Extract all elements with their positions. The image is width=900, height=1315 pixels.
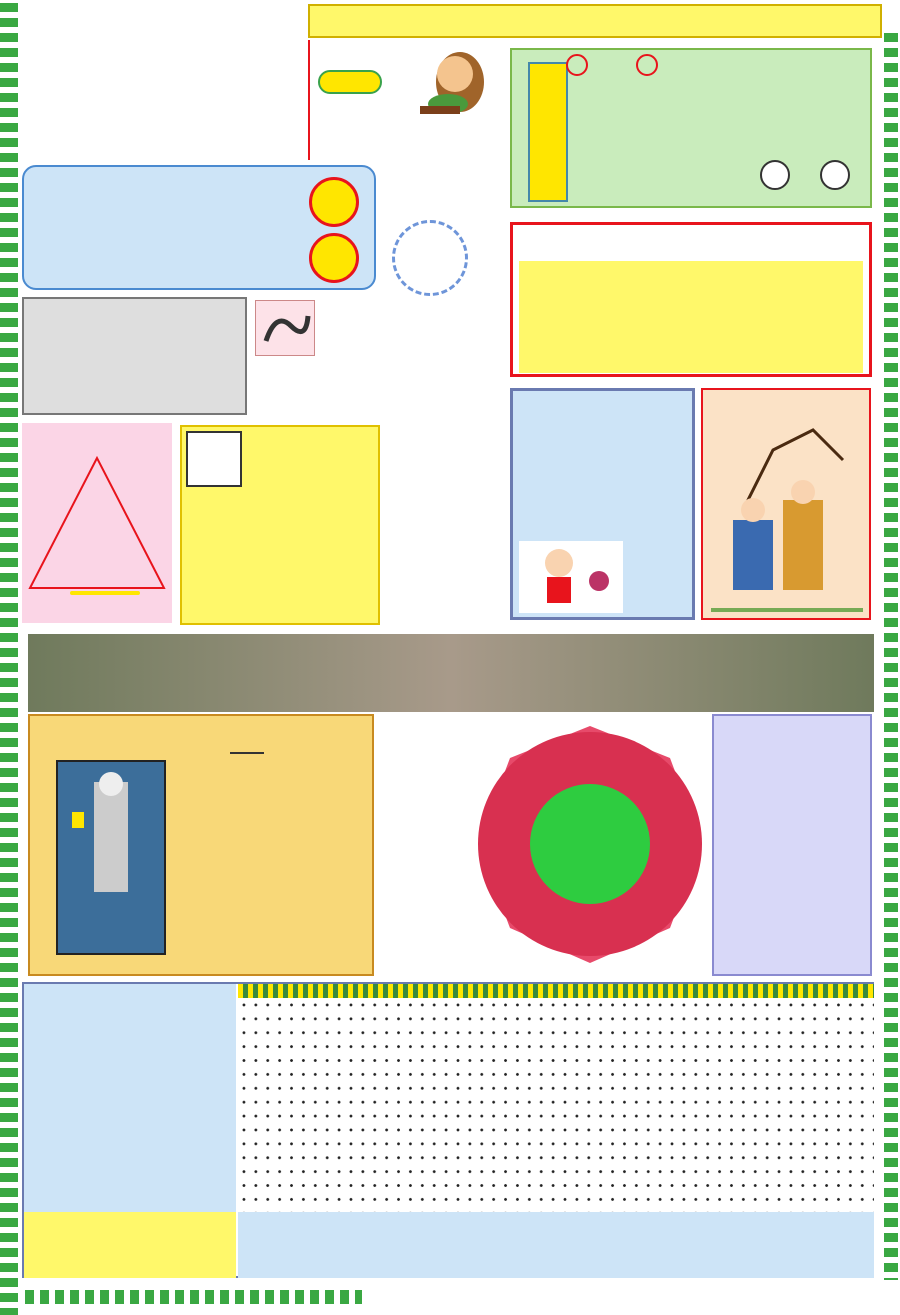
header-red-line [308, 40, 310, 160]
section-banner [28, 634, 874, 712]
stats-left [24, 1212, 236, 1278]
triangle-panel [22, 423, 172, 623]
ball-30 [820, 160, 850, 190]
trend-panel [22, 165, 376, 290]
lianma-ball-2 [636, 54, 658, 76]
wang-text-box [519, 261, 863, 373]
wang-panel [510, 222, 872, 377]
neimu-text [240, 431, 374, 621]
results-panel [22, 982, 874, 1278]
poem-panel [22, 297, 247, 415]
lianma-text [574, 76, 866, 206]
tarot-card [56, 760, 166, 955]
tema-picture [701, 388, 871, 620]
lianma-panel [510, 48, 872, 208]
neimu-panel [180, 425, 380, 625]
destiny-panel [712, 714, 872, 976]
erba-image [519, 541, 623, 613]
ball-27 [760, 160, 790, 190]
zodiac-wheel [470, 718, 710, 973]
tarot-name [230, 752, 264, 754]
dot-grid [238, 998, 874, 1212]
tag-small [309, 177, 359, 227]
triangle-badge [70, 591, 140, 595]
bead-border-right [884, 30, 898, 1280]
stats-rows [238, 1212, 874, 1278]
lianma-label-box [528, 62, 568, 202]
lianma-ball-1 [566, 54, 588, 76]
patent-stamp [392, 220, 468, 296]
neimu-title-box [186, 431, 242, 487]
tarot-panel [28, 714, 374, 976]
erba-panel [510, 388, 695, 620]
top-banner [308, 4, 882, 38]
badge-baifa [318, 70, 382, 94]
destiny-lines [718, 722, 814, 972]
tag-double [309, 233, 359, 283]
bead-border-left [0, 0, 18, 1315]
bead-border-bottom [22, 1290, 362, 1304]
main-title [382, 150, 502, 610]
results-left [24, 984, 236, 1212]
number-strip [238, 984, 874, 998]
dragon-image [255, 300, 315, 356]
